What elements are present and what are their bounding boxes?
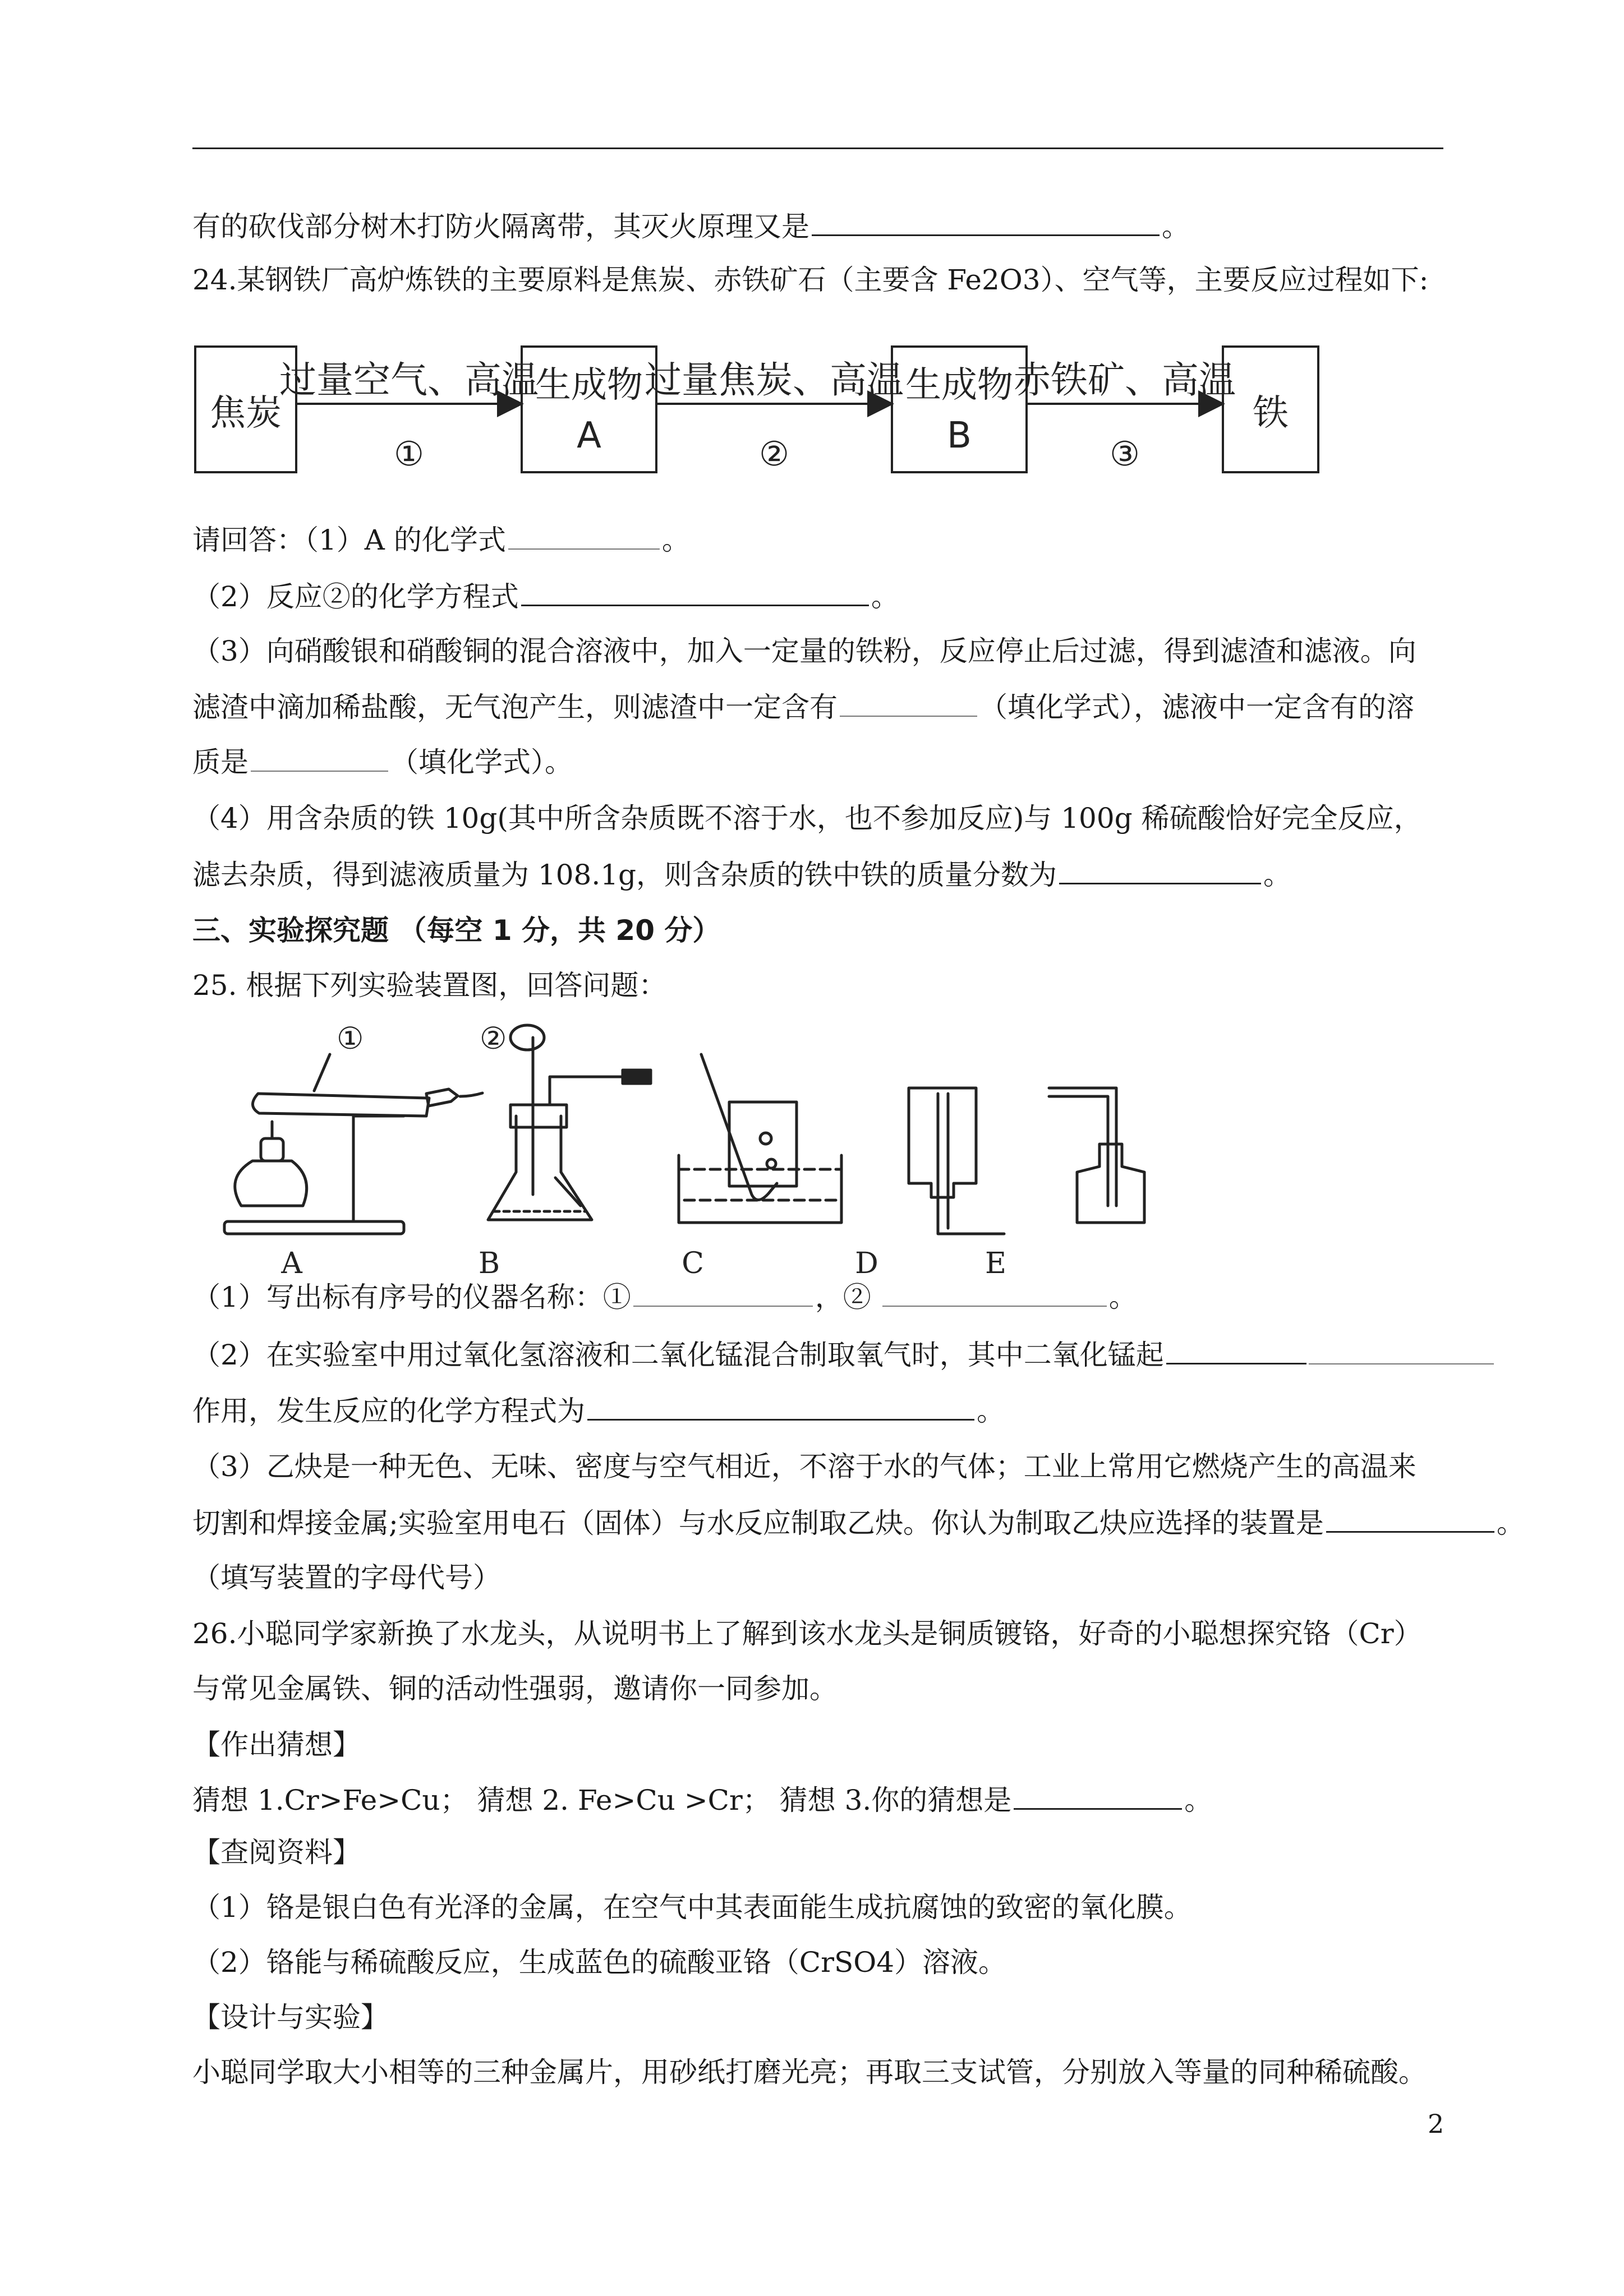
- delivery-tube: [1049, 1088, 1116, 1206]
- apparatus-label-d: D: [855, 1247, 878, 1280]
- q24-stem-line: 24.某钢铁厂高炉炼铁的主要原料是焦炭、赤铁矿石（主要含 Fe2O3）、空气等，主要反应过程如下:: [192, 264, 1429, 296]
- delivery-tube: [701, 1054, 777, 1200]
- apparatus-marker-1: ①: [337, 1021, 364, 1056]
- q26-line: 26.小聪同学家新换了水龙头，从说明书上了解到该水龙头是铜质镀铬，好奇的小聪想探究铬（Cr）: [192, 1617, 1422, 1650]
- inverted-bottle: [909, 1088, 976, 1197]
- q24-subquestion-line: 滤去杂质，得到滤液质量为 108.1g，则含杂质的铁中铁的质量分数为 。: [192, 856, 1291, 892]
- q26-line: 与常见金属铁、铜的活动性强弱，邀请你一同参加。: [192, 1672, 838, 1705]
- q26-line: 【查阅资料】: [192, 1836, 361, 1869]
- flow-condition-label: 赤铁矿、高温: [1014, 358, 1236, 402]
- q24-subquestion-line: 请回答：（1）A 的化学式 。: [192, 522, 690, 557]
- q24-subquestion-line: 质是 （填化学式）。: [192, 744, 573, 780]
- flask-stopper: [510, 1105, 567, 1127]
- apparatus-label-c: C: [682, 1247, 704, 1280]
- gas-bubble: [767, 1159, 776, 1168]
- test-tube: [252, 1094, 429, 1116]
- flow-box-label: 焦炭: [210, 393, 282, 434]
- q25-subquestion-line: （3）乙炔是一种无色、无味、密度与空气相近，不溶于水的气体；工业上常用它燃烧产生的高温来: [192, 1450, 1416, 1483]
- q24-subquestion-line: （3）向硝酸银和硝酸铜的混合溶液中，加入一定量的铁粉，反应停止后过滤，得到滤渣和滤液。向: [192, 635, 1416, 667]
- q26-line: （1）铬是银白色有光泽的金属，在空气中其表面能生成抗腐蚀的致密的氧化膜。: [192, 1891, 1192, 1924]
- page-number: 2: [1428, 2109, 1444, 2139]
- q26-line: （2）铬能与稀硫酸反应，生成蓝色的硫酸亚铬（CrSO4）溶液。: [192, 1946, 1007, 1979]
- tube-connector: [623, 1070, 651, 1084]
- flow-step-label: ②: [759, 435, 789, 474]
- stopper: [426, 1089, 458, 1106]
- q26-line: 小聪同学取大小相等的三种金属片，用砂纸打磨光亮；再取三支试管，分别放入等量的同种稀硫酸。: [192, 2056, 1427, 2088]
- apparatus-marker-2: ②: [480, 1021, 507, 1056]
- q26-line: 【设计与实验】: [192, 2001, 389, 2034]
- funnel-bulb: [510, 1025, 544, 1050]
- water-trough: [679, 1155, 841, 1223]
- q23-continuation-line: 有的砍伐部分树木打防火隔离带，其灭火原理又是 。: [192, 208, 1190, 244]
- q26-line: 猜想 1.Cr>Fe>Cu； 猜想 2. Fe>Cu >Cr； 猜想 3.你的猜想是 。: [192, 1781, 1212, 1818]
- q25-subquestion-line: 切割和焊接金属;实验室用电石（固体）与水反应制取乙炔。你认为制取乙炔应选择的装置是 。: [192, 1504, 1525, 1541]
- q26-line: 【作出猜想】: [192, 1728, 361, 1761]
- q25-subquestion-line: （1）写出标有序号的仪器名称：① ，② 。: [192, 1279, 1137, 1315]
- gas-bubble: [760, 1133, 771, 1144]
- q24-subquestion-line: （2）反应②的化学方程式 。: [192, 578, 899, 614]
- upright-bottle: [1077, 1144, 1144, 1223]
- flow-box-label: B: [947, 415, 972, 457]
- apparatus-label-e: E: [985, 1247, 1006, 1280]
- q25-subquestion-line: （2）在实验室中用过氧化氢溶液和二氧化锰混合制取氧气时，其中二氧化锰起: [192, 1336, 1496, 1372]
- q24-subquestion-line: （4）用含杂质的铁 10g(其中所含杂质既不溶于水，也不参加反应)与 100g 稀硫酸恰好完全反应，: [192, 802, 1422, 835]
- flow-step-label: ①: [394, 435, 424, 474]
- q25-stem-line: 25. 根据下列实验装置图，回答问题：: [192, 969, 667, 1002]
- flow-condition-label: 过量空气、高温: [279, 358, 539, 402]
- q25-subquestion-line: 作用，发生反应的化学方程式为 。: [192, 1392, 1005, 1428]
- flow-box-label: 铁: [1253, 393, 1289, 434]
- apparatus-label-b: B: [478, 1247, 500, 1280]
- flow-box-label: 生成物: [535, 365, 643, 406]
- flow-box-label: A: [577, 415, 601, 457]
- flow-step-label: ③: [1110, 435, 1140, 474]
- delivery-tube: [460, 1093, 482, 1096]
- marker-leader: [314, 1054, 330, 1091]
- q24-subquestion-line: 滤渣中滴加稀盐酸，无气泡产生，则滤渣中一定含有 （填化学式），滤液中一定含有的溶: [192, 689, 1414, 725]
- conical-flask: [488, 1116, 592, 1220]
- flow-box-label: 生成物: [905, 365, 1013, 406]
- lamp-cap: [261, 1138, 283, 1161]
- section-heading: 三、实验探究题 （每空 1 分，共 20 分）: [192, 914, 721, 947]
- q25-subquestion-line: （填写装置的字母代号）: [192, 1561, 501, 1594]
- stand-base: [224, 1221, 404, 1234]
- alcohol-lamp: [235, 1161, 307, 1206]
- apparatus-label-a: A: [281, 1247, 302, 1280]
- flow-condition-label: 过量焦炭、高温: [645, 358, 904, 402]
- gas-tube: [550, 1077, 628, 1105]
